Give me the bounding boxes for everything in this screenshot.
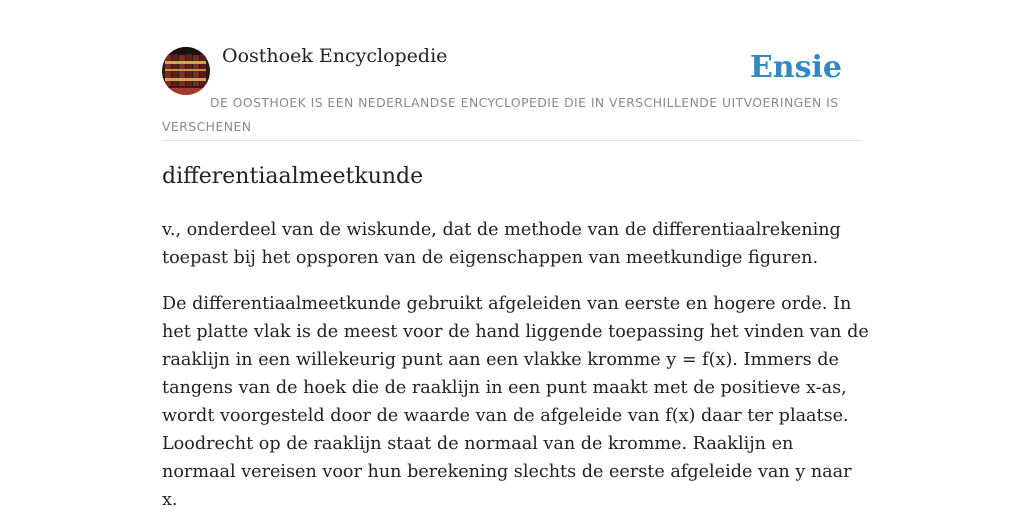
site-name[interactable]: Oosthoek Encyclopedie <box>222 45 448 67</box>
site-header <box>162 44 862 141</box>
article-paragraph: De differentiaalmeetkunde gebruikt afgeleiden van eerste en hogere orde. In het platte vlak is de meest voor de hand liggende toepassing het vinden van de raaklijn in een willekeurig punt aan een vlakke kromme y = f(x). Immers de tangens van de hoek die de raaklijn in een punt maakt met de positieve x-as, wordt voorgesteld door de waarde van de afgeleide van f(x) daar ter plaatse. Loodrecht op de raaklijn staat de normaal van de kromme. Raaklijn en normaal vereisen voor hun berekening slechts de eerste afgeleide van y naar x. <box>162 294 869 510</box>
site-tagline: DE OOSTHOEK IS EEN NEDERLANDSE ENCYCLOPEDIE DIE IN VERSCHILLENDE UITVOERINGEN IS VERSCHENEN <box>162 95 839 134</box>
article-body <box>162 216 872 512</box>
article-title: differentiaalmeetkunde <box>162 164 424 189</box>
ensie-logo[interactable]: Ensie <box>749 50 842 85</box>
article-paragraph: v., onderdeel van de wiskunde, dat de methode van de differentiaalrekening toepast bij het opsporen van de eigenschappen van meetkundige figuren. <box>162 220 841 268</box>
encyclopedia-books-icon[interactable] <box>162 47 210 95</box>
